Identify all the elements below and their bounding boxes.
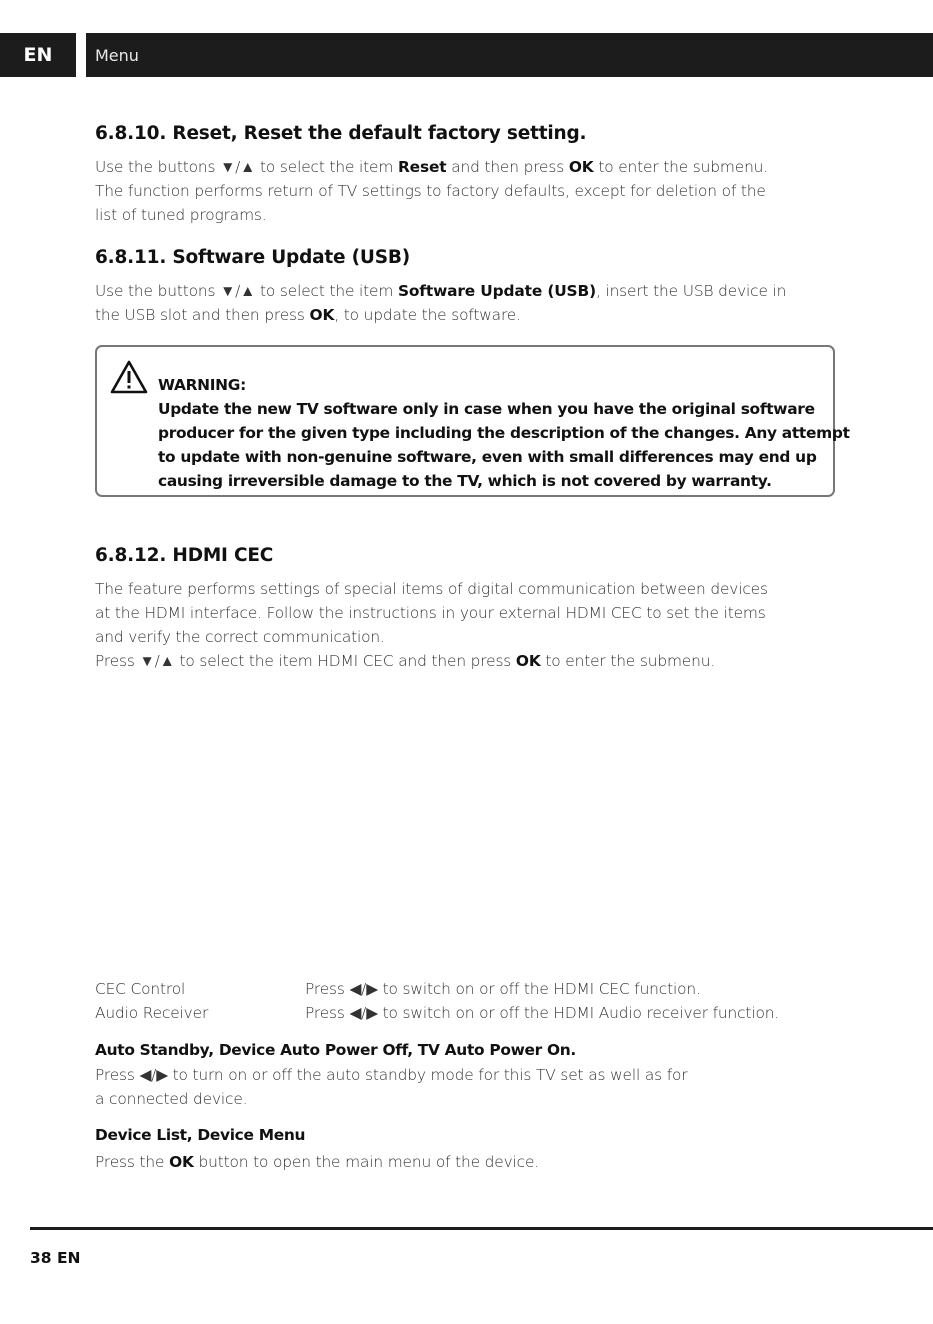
auto-standby-heading: Auto Standby, Device Auto Power Off, TV Auto Power On. [95,1041,576,1059]
warning-text: WARNING: Update the new TV software only in case when you have the original software producer for the given type including the description of the changes. Any attempt to update with non-genuine software, even with small differences may end up causing irreversible damage to the TV, which is not covered by warranty. [158,376,850,490]
auto-standby-paragraph: Press ◀/▶ to turn on or off the auto standby mode for this TV set as well as for a connected device. [95,1066,688,1108]
cec-control-desc: Press ◀/▶ to switch on or off the HDMI CEC function. [305,980,701,998]
page-number: 38 EN [30,1249,81,1267]
section-header [86,33,933,77]
cec-control-label: CEC Control [95,980,186,998]
software-update-heading: 6.8.11. Software Update (USB) [95,247,411,268]
audio-receiver-label: Audio Receiver [95,1004,209,1022]
footer-divider [30,1227,933,1230]
device-list-paragraph: Press the OK button to open the main menu of the device. [95,1153,540,1171]
warning-triangle-icon [109,359,149,395]
device-list-heading: Device List, Device Menu [95,1126,306,1144]
hdmi-cec-paragraph: The feature performs settings of special items of digital communication between devices at the HDMI interface. Follow the instructions in your external HDMI CEC to set the items and verify the correct communication. Press ▼/▲ to select the item HDMI CEC and then press OK to enter the submenu. [95,580,768,670]
warning-box [95,345,850,497]
audio-receiver-desc: Press ◀/▶ to switch on or off the HDMI Audio receiver function. [305,1004,780,1022]
software-update-paragraph: Use the buttons ▼/▲ to select the item Software Update (USB), insert the USB device in the USB slot and then press OK, to update the software. [95,282,787,324]
reset-heading: 6.8.10. Reset, Reset the default factory setting. [95,123,587,144]
section-title: Menu [95,45,139,65]
language-tab: EN [0,33,76,77]
hdmi-cec-heading: 6.8.12. HDMI CEC [95,545,274,566]
reset-paragraph: Use the buttons ▼/▲ to select the item Reset and then press OK to enter the submenu. The function performs return of TV settings to factory defaults, except for deletion of the list of tuned programs. [95,158,769,224]
